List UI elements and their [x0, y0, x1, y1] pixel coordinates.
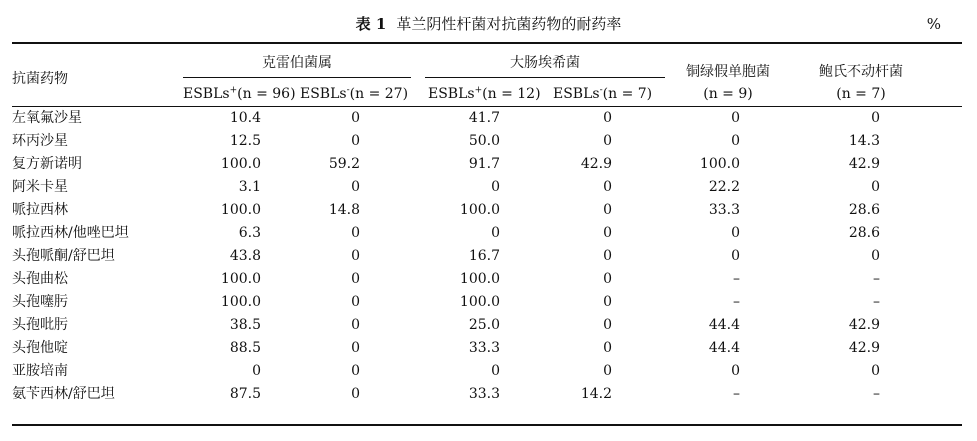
ec-esbl-pos-value: 100.0 — [459, 271, 500, 287]
table-row — [0, 360, 977, 383]
table-caption — [0, 14, 977, 34]
header-kp-esbl-neg-base: ESBLs — [300, 86, 347, 102]
ec-esbl-pos-value: 25.0 — [468, 317, 500, 333]
kp-esbl-neg-value: 0 — [351, 133, 360, 149]
table-label: 表 1 — [355, 15, 387, 33]
header-group-pseudomonas: 铜绿假单胞菌 — [686, 64, 770, 80]
kp-esbl-pos-value: 12.5 — [229, 133, 261, 149]
ab-value: 28.6 — [848, 225, 880, 241]
kp-esbl-pos-value: 100.0 — [220, 294, 261, 310]
drug-name: 头孢他啶 — [12, 340, 68, 356]
pa-value: – — [733, 271, 740, 287]
header-kp-esbl-neg — [300, 85, 408, 103]
ec-esbl-neg-value: 42.9 — [580, 156, 612, 172]
header-ec-esbl-pos-n: (n = 12) — [482, 86, 541, 102]
pa-value: 22.2 — [708, 179, 740, 195]
ec-esbl-neg-value: 0 — [603, 363, 612, 379]
kp-esbl-pos-value: 6.3 — [238, 225, 261, 241]
kp-esbl-pos-value: 43.8 — [229, 248, 261, 264]
ec-esbl-neg-value: 0 — [603, 179, 612, 195]
drug-name: 头孢噻肟 — [12, 294, 68, 310]
header-pa-n: (n = 9) — [703, 86, 753, 102]
table-title: 革兰阴性杆菌对抗菌药物的耐药率 — [396, 15, 622, 33]
header-kp-esbl-pos-n: (n = 96) — [237, 86, 296, 102]
ec-esbl-pos-value: 33.3 — [468, 386, 500, 402]
ab-value: 42.9 — [848, 156, 880, 172]
kp-esbl-pos-value: 100.0 — [220, 202, 261, 218]
drug-name: 头孢曲松 — [12, 271, 68, 287]
pa-value: – — [733, 294, 740, 310]
table-row — [0, 291, 977, 314]
kp-esbl-pos-value: 3.1 — [238, 179, 261, 195]
drug-name: 哌拉西林 — [12, 202, 68, 218]
table-row — [0, 153, 977, 176]
kp-esbl-neg-value: 0 — [351, 363, 360, 379]
header-group-ecoli: 大肠埃希菌 — [510, 55, 580, 71]
header-ec-esbl-neg-n: (n = 7) — [602, 86, 653, 102]
drug-name: 哌拉西林/他唑巴坦 — [12, 225, 129, 241]
ec-esbl-neg-value: 0 — [603, 225, 612, 241]
header-group-acinetobacter: 鲍氏不动杆菌 — [819, 64, 903, 80]
table-row — [0, 222, 977, 245]
ec-esbl-pos-value: 16.7 — [468, 248, 500, 264]
table-row — [0, 314, 977, 337]
drug-name: 氨苄西林/舒巴坦 — [12, 386, 115, 402]
bottom-rule — [12, 424, 962, 426]
ec-esbl-neg-value: 14.2 — [580, 386, 612, 402]
ab-value: 42.9 — [848, 340, 880, 356]
kp-esbl-pos-value: 100.0 — [220, 271, 261, 287]
drug-name: 左氧氟沙星 — [12, 110, 82, 126]
header-kp-esbl-neg-n: (n = 27) — [349, 86, 409, 102]
kp-esbl-neg-value: 14.8 — [328, 202, 360, 218]
ab-value: 0 — [871, 363, 880, 379]
header-kp-esbl-neg-sign: - — [346, 85, 350, 96]
drug-name: 头孢哌酮/舒巴坦 — [12, 248, 115, 264]
pa-value: 0 — [731, 363, 740, 379]
table-row — [0, 199, 977, 222]
ab-value: 14.3 — [848, 133, 880, 149]
drug-name: 头孢吡肟 — [12, 317, 68, 333]
ec-esbl-pos-value: 91.7 — [468, 156, 500, 172]
ab-value: – — [873, 294, 880, 310]
pa-value: 0 — [731, 248, 740, 264]
klebsiella-subrule — [183, 77, 411, 78]
ec-esbl-neg-value: 0 — [603, 133, 612, 149]
kp-esbl-pos-value: 87.5 — [229, 386, 261, 402]
ec-esbl-pos-value: 100.0 — [459, 294, 500, 310]
header-kp-esbl-pos — [183, 85, 296, 103]
kp-esbl-neg-value: 0 — [351, 110, 360, 126]
header-ec-esbl-pos-sign: + — [474, 85, 483, 96]
header-kp-esbl-pos-base: ESBLs — [183, 86, 230, 102]
kp-esbl-neg-value: 0 — [351, 317, 360, 333]
table-row — [0, 245, 977, 268]
kp-esbl-pos-value: 38.5 — [229, 317, 261, 333]
ec-esbl-pos-value: 50.0 — [468, 133, 500, 149]
header-ec-esbl-neg-sign: - — [599, 85, 603, 96]
kp-esbl-neg-value: 0 — [351, 225, 360, 241]
drug-name: 环丙沙星 — [12, 133, 68, 149]
kp-esbl-neg-value: 0 — [351, 340, 360, 356]
ab-value: 42.9 — [848, 317, 880, 333]
ec-esbl-pos-value: 100.0 — [459, 202, 500, 218]
kp-esbl-pos-value: 10.4 — [229, 110, 261, 126]
header-drug: 抗菌药物 — [12, 71, 68, 87]
ec-esbl-neg-value: 0 — [603, 340, 612, 356]
ec-esbl-neg-value: 0 — [603, 248, 612, 264]
pa-value: 0 — [731, 225, 740, 241]
kp-esbl-pos-value: 88.5 — [229, 340, 261, 356]
ec-esbl-pos-value: 41.7 — [468, 110, 500, 126]
kp-esbl-neg-value: 0 — [351, 386, 360, 402]
ec-esbl-neg-value: 0 — [603, 294, 612, 310]
ec-esbl-neg-value: 0 — [603, 202, 612, 218]
pa-value: 44.4 — [708, 317, 740, 333]
header-ab-n: (n = 7) — [836, 86, 886, 102]
kp-esbl-neg-value: 0 — [351, 179, 360, 195]
header-group-klebsiella: 克雷伯菌属 — [262, 55, 332, 71]
unit-label: % — [926, 15, 941, 33]
pa-value: 0 — [731, 110, 740, 126]
kp-esbl-pos-value: 100.0 — [220, 156, 261, 172]
ec-esbl-pos-value: 0 — [491, 363, 500, 379]
ab-value: 0 — [871, 110, 880, 126]
table-row — [0, 107, 977, 130]
table-row — [0, 130, 977, 153]
ec-esbl-pos-value: 33.3 — [468, 340, 500, 356]
ec-esbl-neg-value: 0 — [603, 271, 612, 287]
kp-esbl-pos-value: 0 — [252, 363, 261, 379]
table-row — [0, 337, 977, 360]
ecoli-subrule — [425, 77, 665, 78]
ec-esbl-neg-value: 0 — [603, 317, 612, 333]
header-kp-esbl-pos-sign: + — [229, 85, 238, 96]
kp-esbl-neg-value: 0 — [351, 294, 360, 310]
drug-name: 阿米卡星 — [12, 179, 68, 195]
ab-value: – — [873, 271, 880, 287]
table-row — [0, 383, 977, 406]
ab-value: 0 — [871, 248, 880, 264]
kp-esbl-neg-value: 0 — [351, 248, 360, 264]
ec-esbl-pos-value: 0 — [491, 225, 500, 241]
table-row — [0, 268, 977, 291]
drug-name: 亚胺培南 — [12, 363, 68, 379]
drug-name: 复方新诺明 — [12, 156, 82, 172]
ec-esbl-neg-value: 0 — [603, 110, 612, 126]
pa-value: – — [733, 386, 740, 402]
ab-value: 0 — [871, 179, 880, 195]
ab-value: 28.6 — [848, 202, 880, 218]
table-row — [0, 176, 977, 199]
ec-esbl-pos-value: 0 — [491, 179, 500, 195]
header-ec-esbl-neg-base: ESBLs — [553, 86, 600, 102]
top-rule — [12, 42, 962, 44]
pa-value: 0 — [731, 133, 740, 149]
header-ec-esbl-neg — [553, 85, 652, 103]
kp-esbl-neg-value: 0 — [351, 271, 360, 287]
pa-value: 44.4 — [708, 340, 740, 356]
ab-value: – — [873, 386, 880, 402]
pa-value: 33.3 — [708, 202, 740, 218]
header-ec-esbl-pos-base: ESBLs — [428, 86, 475, 102]
header-ec-esbl-pos — [428, 85, 541, 103]
pa-value: 100.0 — [699, 156, 740, 172]
kp-esbl-neg-value: 59.2 — [328, 156, 360, 172]
